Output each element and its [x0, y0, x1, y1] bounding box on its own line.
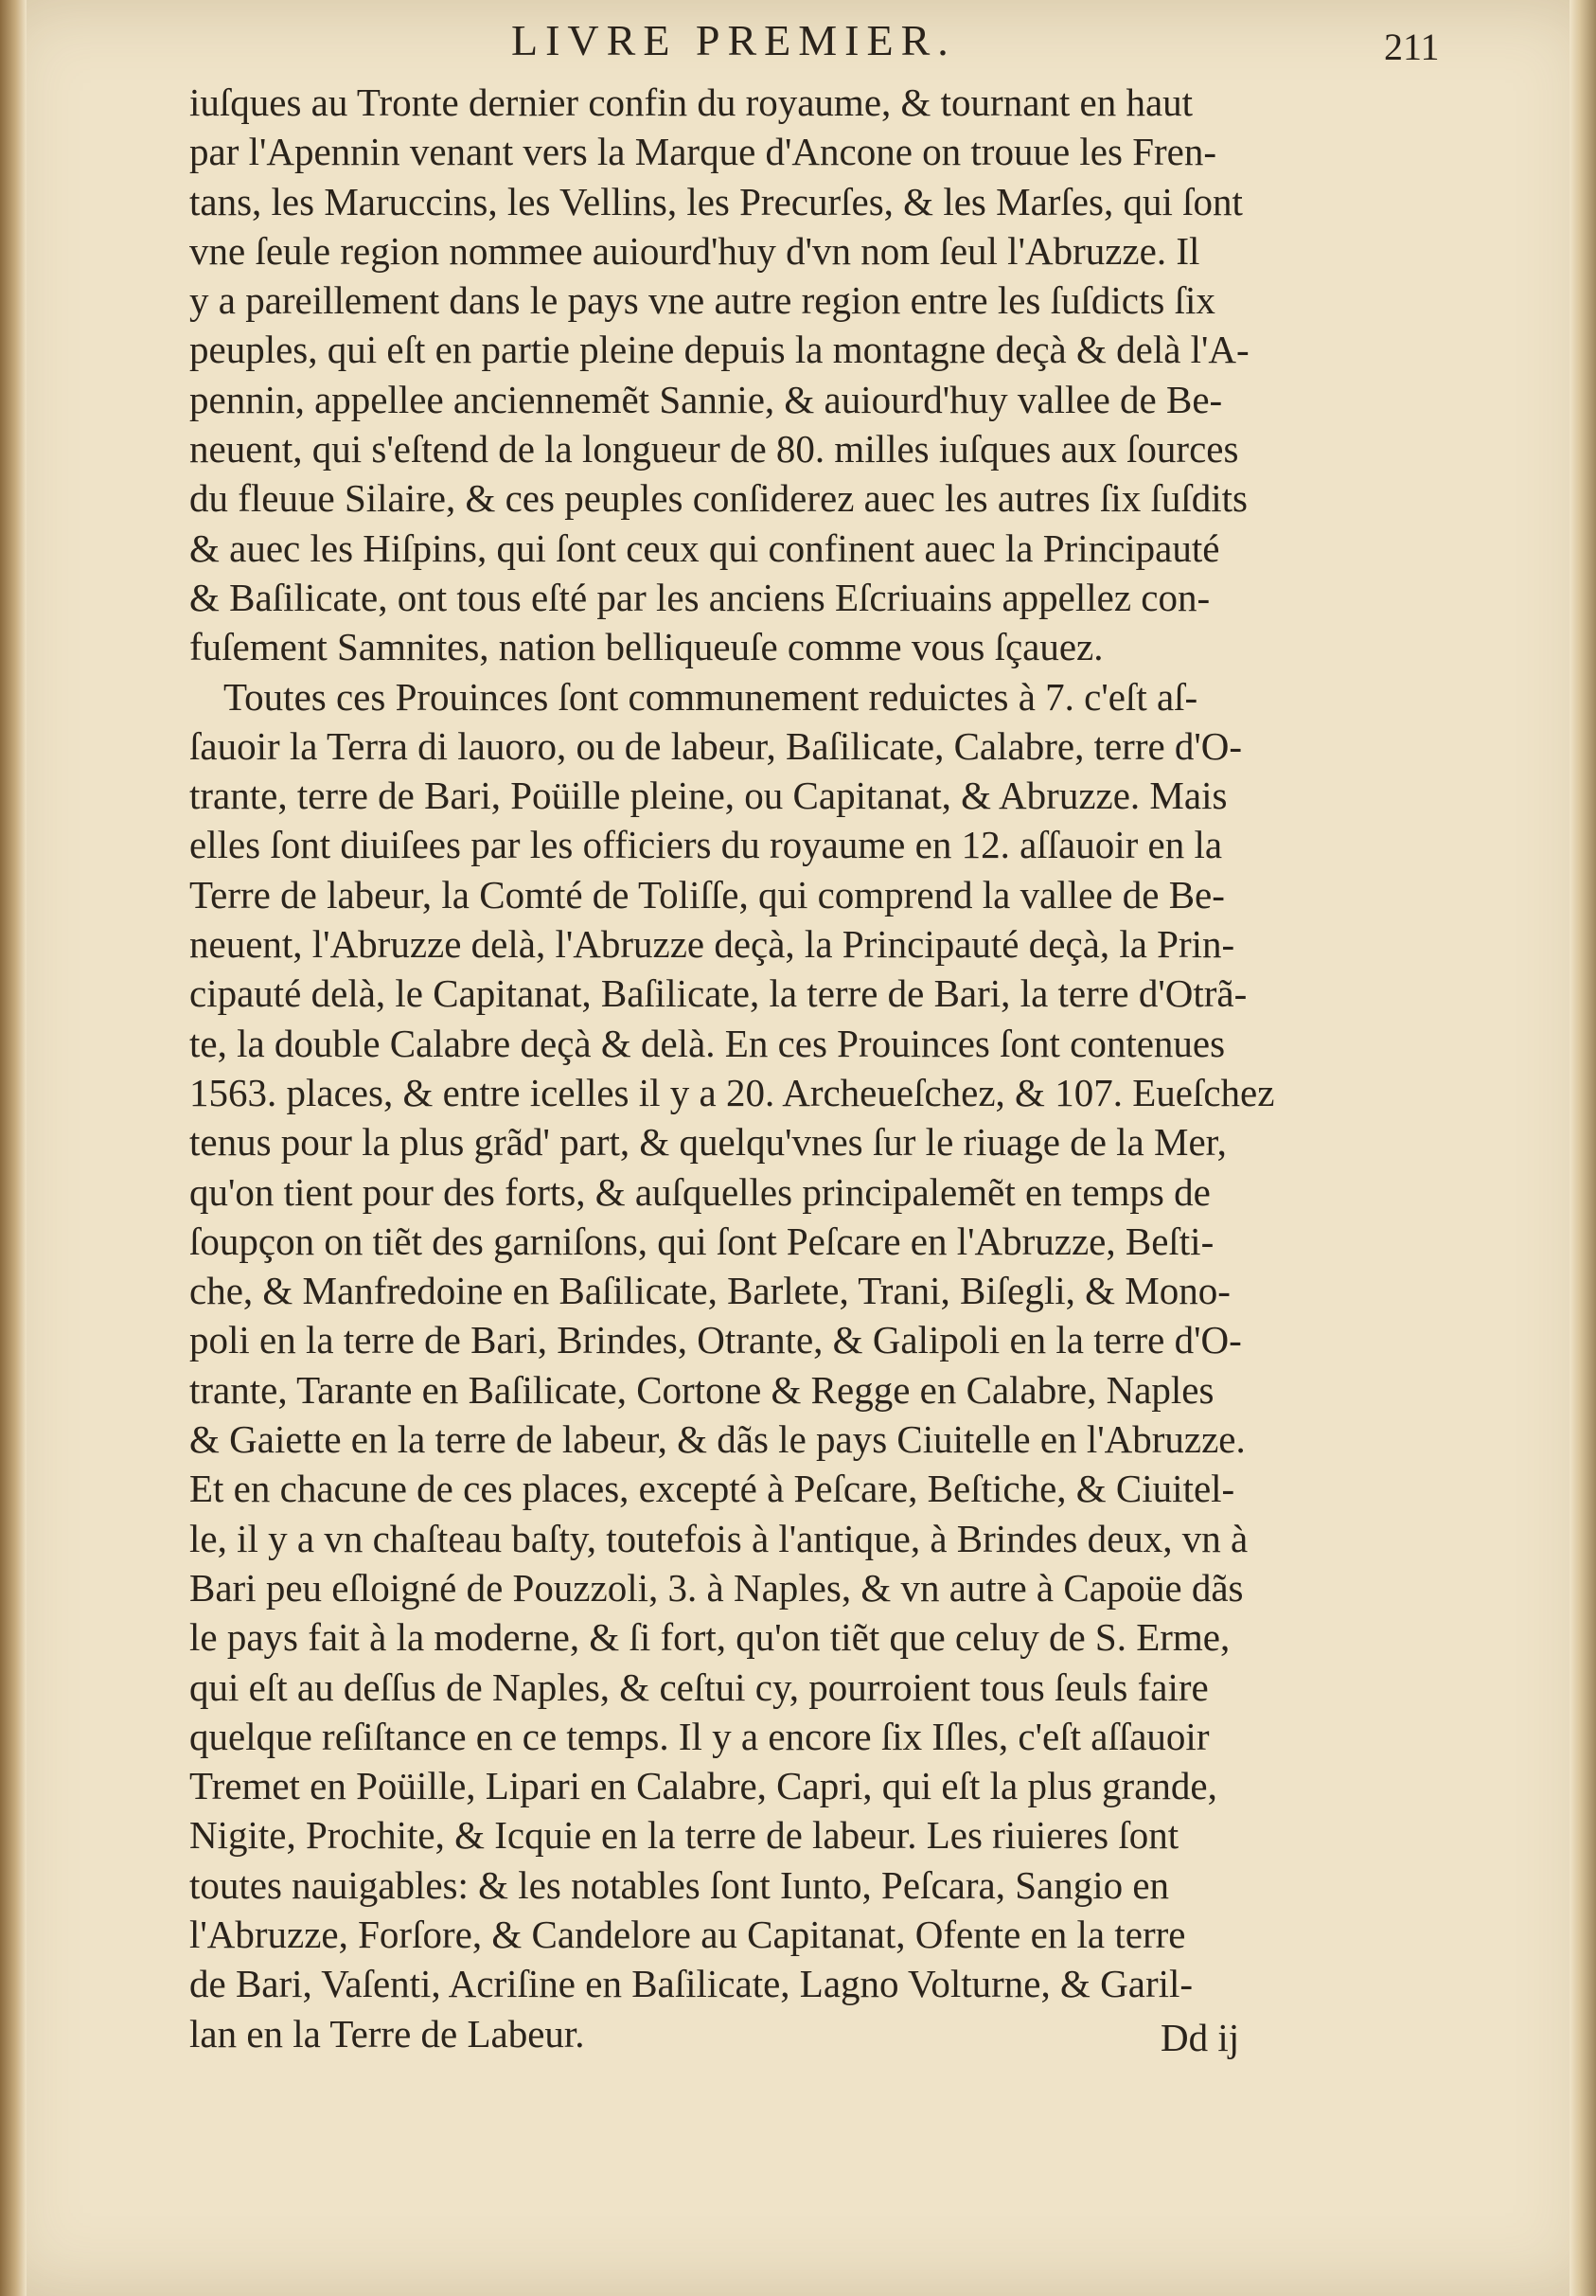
text-line: & Baſilicate, ont tous eſté par les anciens Eſcriuains appellez con- [189, 575, 1211, 619]
page-number: 211 [1384, 26, 1440, 68]
text-line: le pays fait à la moderne, & ſi fort, qu'on tiẽt que celuy de S. Erme, [189, 1615, 1231, 1660]
running-head: LIVRE PREMIER. [511, 16, 956, 64]
page-header [0, 11, 1596, 68]
text-line: poli en la terre de Bari, Brindes, Otrante, & Galipoli en la terre d'O- [189, 1318, 1242, 1362]
facing-page-bleed [28, 218, 66, 2092]
text-line: cipauté delà, le Capitanat, Baſilicate, la terre de Bari, la terre d'Otrã- [189, 971, 1248, 1016]
text-line: Bari peu eſloigné de Pouzzoli, 3. à Naples, & vn autre à Capoüe dãs [189, 1565, 1244, 1610]
text-line: toutes nauigables: & les notables ſont Iunto, Peſcara, Sangio en [189, 1862, 1170, 1907]
text-line: tenus pour la plus grãd' part, & quelqu'vnes ſur le riuage de la Mer, [189, 1120, 1227, 1165]
text-line: iuſques au Tronte dernier confin du royaume, & tournant en haut [189, 80, 1194, 124]
text-line: Et en chacune de ces places, excepté à Peſcare, Beſtiche, & Ciuitel- [189, 1467, 1235, 1511]
text-line: ſauoir la Terra di lauoro, ou de labeur, Baſilicate, Calabre, terre d'O- [189, 723, 1243, 768]
page-edge-right [1569, 0, 1596, 2296]
text-line: pennin, appellee anciennemẽt Sannie, & auiourd'huy vallee de Be- [189, 377, 1223, 421]
text-line: par l'Apennin venant vers la Marque d'Ancone on trouue les Fren- [189, 130, 1216, 174]
text-line: le, il y a vn chaſteau baſty, toutefois à l'antique, à Brindes deux, vn à [189, 1516, 1249, 1560]
text-line: Nigite, Prochite, & Icquie en la terre de labeur. Les riuieres ſont [189, 1813, 1179, 1858]
page-gutter-left [0, 0, 27, 2296]
signature-mark: Dd ij [1161, 2016, 1240, 2059]
text-line: du fleuue Silaire, & ces peuples conſiderez auec les autres ſix ſuſdits [189, 476, 1249, 521]
text-line: qu'on tient pour des forts, & auſquelles principalemẽt en temps de [189, 1169, 1211, 1214]
text-line: trante, terre de Bari, Poüille pleine, ou Capitanat, & Abruzze. Mais [189, 774, 1228, 818]
text-line: neuent, l'Abruzze delà, l'Abruzze deçà, la Principauté deçà, la Prin- [189, 922, 1235, 967]
text-line: fuſement Samnites, nation belliqueuſe comme vous ſçauez. [189, 625, 1104, 669]
text-line: Terre de labeur, la Comté de Toliſſe, qui comprend la vallee de Be- [189, 872, 1225, 917]
text-line: Tremet en Poüille, Lipari en Calabre, Capri, qui eſt la plus grande, [189, 1764, 1217, 1808]
text-line: qui eſt au deſſus de Naples, & ceſtui cy, pourroient tous ſeuls faire [189, 1664, 1209, 1709]
text-line: y a pareillement dans le pays vne autre region entre les ſuſdicts ſix [189, 278, 1215, 323]
text-line: che, & Manfredoine en Baſilicate, Barlete, Trani, Biſegli, & Mono- [189, 1269, 1231, 1313]
text-line: trante, Tarante en Baſilicate, Cortone & Regge en Calabre, Naples [189, 1367, 1215, 1412]
text-line: de Bari, Vaſenti, Acriſine en Baſilicate, Lagno Volturne, & Garil- [189, 1962, 1194, 2006]
text-line: vne ſeule region nommee auiourd'huy d'vn nom ſeul l'Abruzze. Il [189, 228, 1200, 273]
text-line: 1563. places, & entre icelles il y a 20. Archeueſchez, & 107. Eueſchez [189, 1070, 1275, 1114]
text-line: lan en la Terre de Labeur. [189, 2011, 585, 2056]
text-line: & Gaiette en la terre de labeur, & dãs le pays Ciuitelle en l'Abruzze. [189, 1417, 1246, 1462]
text-line: & auec les Hiſpins, qui ſont ceux qui confinent auec la Principauté [189, 525, 1220, 570]
text-line: Toutes ces Prouinces ſont communement reduictes à 7. c'eſt aſ- [223, 674, 1198, 719]
text-line: elles ſont diuiſees par les officiers du royaume en 12. aſſauoir en la [189, 823, 1223, 867]
text-line: peuples, qui eſt en partie pleine depuis la montagne deçà & delà l'A- [189, 328, 1250, 372]
text-line: l'Abruzze, Forſore, & Candelore au Capitanat, Ofente en la terre [189, 1912, 1186, 1956]
text-line: ſoupçon on tiẽt des garniſons, qui ſont Peſcare en l'Abruzze, Beſti- [189, 1219, 1215, 1263]
text-line: tans, les Maruccins, les Vellins, les Precurſes, & les Marſes, qui ſont [189, 179, 1243, 223]
text-line: neuent, qui s'eſtend de la longueur de 80. milles iuſques aux ſources [189, 427, 1239, 472]
text-line: te, la double Calabre deçà & delà. En ces Prouinces ſont contenues [189, 1021, 1226, 1065]
body-text [189, 78, 1439, 2058]
text-line: quelque reſiſtance en ce temps. Il y a encore ſix Iſles, c'eſt aſſauoir [189, 1714, 1210, 1758]
